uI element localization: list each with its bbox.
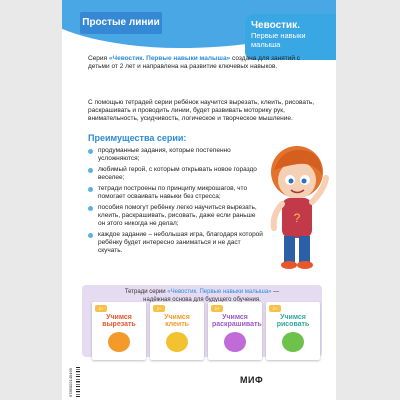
book-cover [208,302,262,360]
bullet-icon [88,187,93,192]
list-item: любимый герой, с которым открывать новое гораздо веселее; [88,166,263,182]
advantages-title: Преимущества серии: [88,133,187,143]
book-title: Учимся клеить [164,314,190,328]
age-badge: 2+ [211,305,223,312]
bullet-icon [88,206,93,211]
book-cover [150,302,204,360]
series-title: Чевостик. [251,20,300,31]
book-cover [266,302,320,360]
book-picture [224,332,246,352]
skills-paragraph: С помощью тетрадей серии ребёнок научится вырезать, клеить, рисовать, раскрашивать и проводить линии, будет развивать моторику рук, внимательность, усидчивость, логическое и творческое мышление. [88,99,315,122]
age-badge: 2+ [153,305,165,312]
intro-paragraph [88,55,318,71]
banner-text: Тетради серии «Чевостик. Первые навыки малыша» — надёжная основа для будущего обучения. [124,289,280,303]
bullet-icon [88,149,93,154]
barcode [76,367,80,397]
back-cover [62,0,336,400]
bullet-icon [88,233,93,238]
book-cover [92,302,146,360]
list-item: продуманные задания, которые постепенно усложняются; [88,147,263,163]
svg-text:?: ? [293,211,301,225]
isbn-number: 9785002145499 [68,368,73,397]
series-subtitle: Первые навыки малыша [251,31,306,49]
book-title: Учимся раскрашивать [212,314,262,328]
intro-series-name: «Чевостик. Первые навыки малыша» [108,55,231,62]
book-picture [166,332,188,352]
bullet-icon [88,168,93,173]
book-picture [108,332,130,352]
book-title: Учимся рисовать [276,314,310,328]
list-item: каждое задание – небольшая игра, благодаря которой ребёнку будет интересно заниматься и не даст скучать. [88,231,263,255]
intro-rest: создана для занятий с детьми от 2 лет и направлена на развитие ключевых навыков. [88,55,301,70]
list-item: тетради построены по принципу микрошагов, что помогает осваивать навыки без стресса; [88,185,263,201]
book-title: Учимся вырезать [102,314,136,328]
advantages-list [88,147,263,258]
book-picture [282,332,304,352]
intro-lead: Серия [88,55,109,62]
age-badge: 2+ [269,305,281,312]
topic-tag: Простые линии [80,12,162,34]
publisher-logo: МИФ [240,375,264,385]
series-badge [245,14,336,60]
list-item: пособия помогут ребёнку легко научиться вырезать, клеить, раскрашивать, рисовать, даже если раньше он этого никогда не делал; [88,204,263,228]
age-badge: 2+ [95,305,107,312]
character-illustration [262,140,332,280]
book-covers [88,302,318,362]
